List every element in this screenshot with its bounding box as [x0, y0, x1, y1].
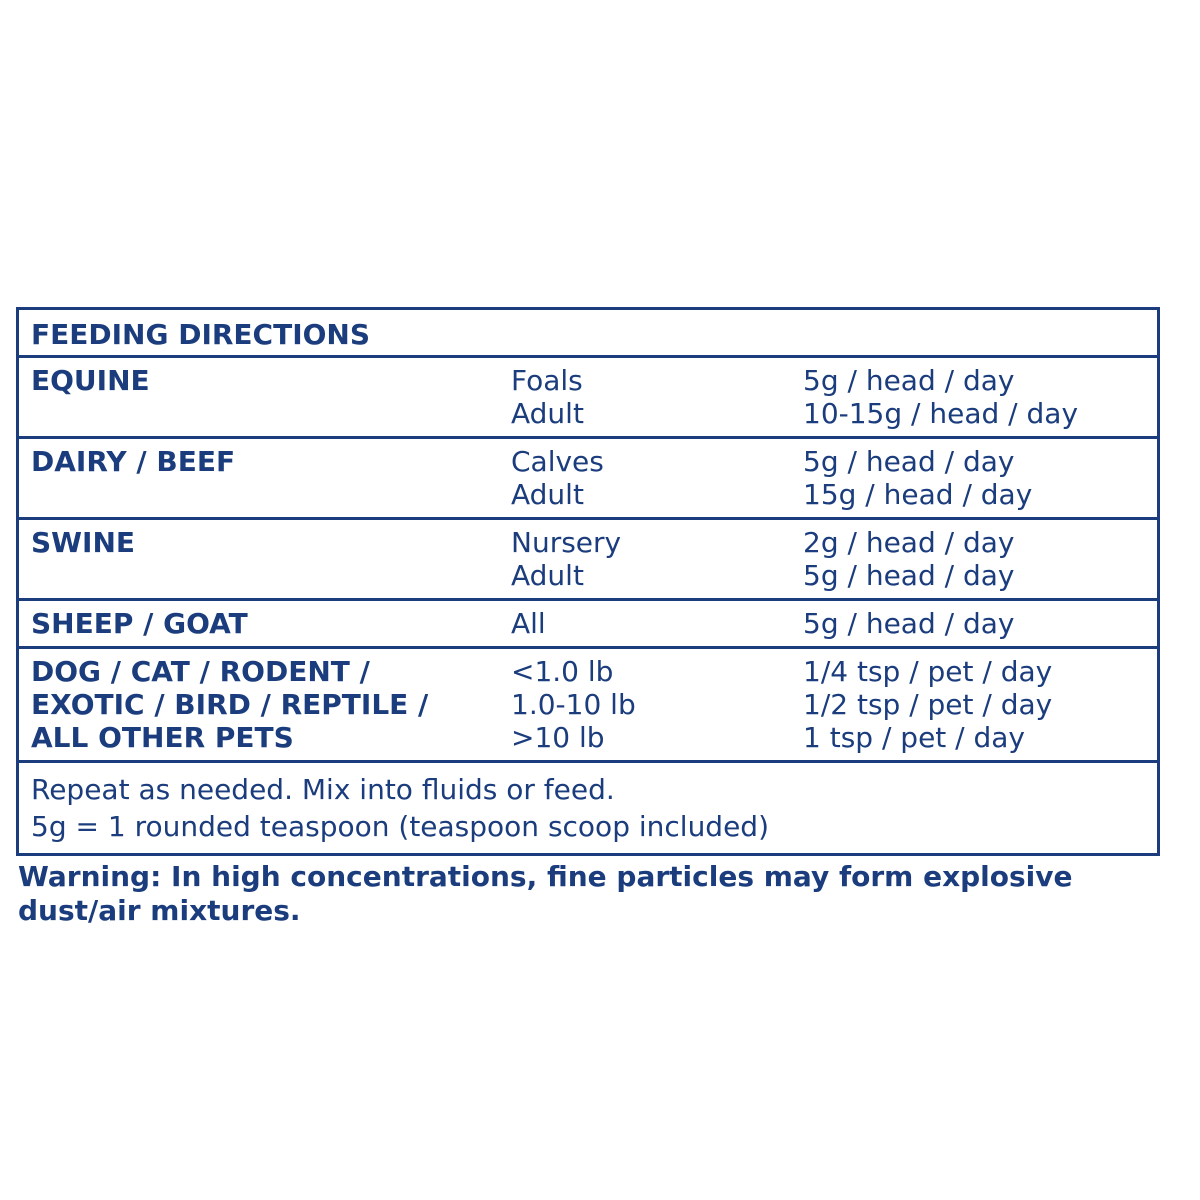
warning-text: Warning: In high concentrations, fine particles may form explosive dust/air mixtures. — [18, 860, 1073, 927]
dose-label: 10-15g / head / day — [803, 397, 1079, 430]
table-row-equine — [19, 355, 1157, 436]
species-label: SHEEP / GOAT — [31, 607, 248, 640]
table-title: FEEDING DIRECTIONS — [31, 318, 371, 351]
group-label: Calves — [511, 445, 604, 478]
group-label: Adult — [511, 559, 584, 592]
notes-section — [19, 760, 1157, 853]
species-label: DAIRY / BEEF — [31, 445, 236, 478]
dose-label: 1 tsp / pet / day — [803, 721, 1026, 754]
group-label: Adult — [511, 397, 584, 430]
dose-label: 5g / head / day — [803, 607, 1015, 640]
group-cell — [511, 655, 803, 754]
species-label: SWINE — [31, 526, 136, 559]
group-cell — [511, 364, 803, 430]
dose-cell — [803, 364, 1145, 430]
group-label: Foals — [511, 364, 583, 397]
species-cell — [31, 607, 511, 640]
table-row-sheep-goat — [19, 598, 1157, 646]
dose-label: 5g / head / day — [803, 559, 1015, 592]
note-text: 5g = 1 rounded teaspoon (teaspoon scoop included) — [31, 810, 770, 843]
species-cell — [31, 526, 511, 592]
group-cell — [511, 526, 803, 592]
table-row-swine — [19, 517, 1157, 598]
dose-label: 1/4 tsp / pet / day — [803, 655, 1053, 688]
group-cell — [511, 607, 803, 640]
group-label: >10 lb — [511, 721, 605, 754]
species-label: EQUINE — [31, 364, 150, 397]
species-cell — [31, 364, 511, 430]
dose-cell — [803, 445, 1145, 511]
dose-label: 5g / head / day — [803, 445, 1015, 478]
dose-cell — [803, 526, 1145, 592]
dose-label: 5g / head / day — [803, 364, 1015, 397]
species-label: EXOTIC / BIRD / REPTILE / — [31, 688, 429, 721]
dose-label: 2g / head / day — [803, 526, 1015, 559]
feeding-directions-table — [16, 307, 1160, 856]
table-row-pets — [19, 646, 1157, 760]
species-cell — [31, 655, 511, 754]
group-label: Nursery — [511, 526, 622, 559]
table-row-dairy-beef — [19, 436, 1157, 517]
dose-label: 15g / head / day — [803, 478, 1033, 511]
species-label: DOG / CAT / RODENT / — [31, 655, 370, 688]
group-label: All — [511, 607, 546, 640]
species-label: ALL OTHER PETS — [31, 721, 294, 754]
group-label: <1.0 lb — [511, 655, 614, 688]
group-cell — [511, 445, 803, 511]
group-label: Adult — [511, 478, 584, 511]
dose-label: 1/2 tsp / pet / day — [803, 688, 1053, 721]
dose-cell — [803, 607, 1145, 640]
group-label: 1.0-10 lb — [511, 688, 636, 721]
dose-cell — [803, 655, 1145, 754]
note-text: Repeat as needed. Mix into fluids or feed. — [31, 773, 615, 806]
species-cell — [31, 445, 511, 511]
